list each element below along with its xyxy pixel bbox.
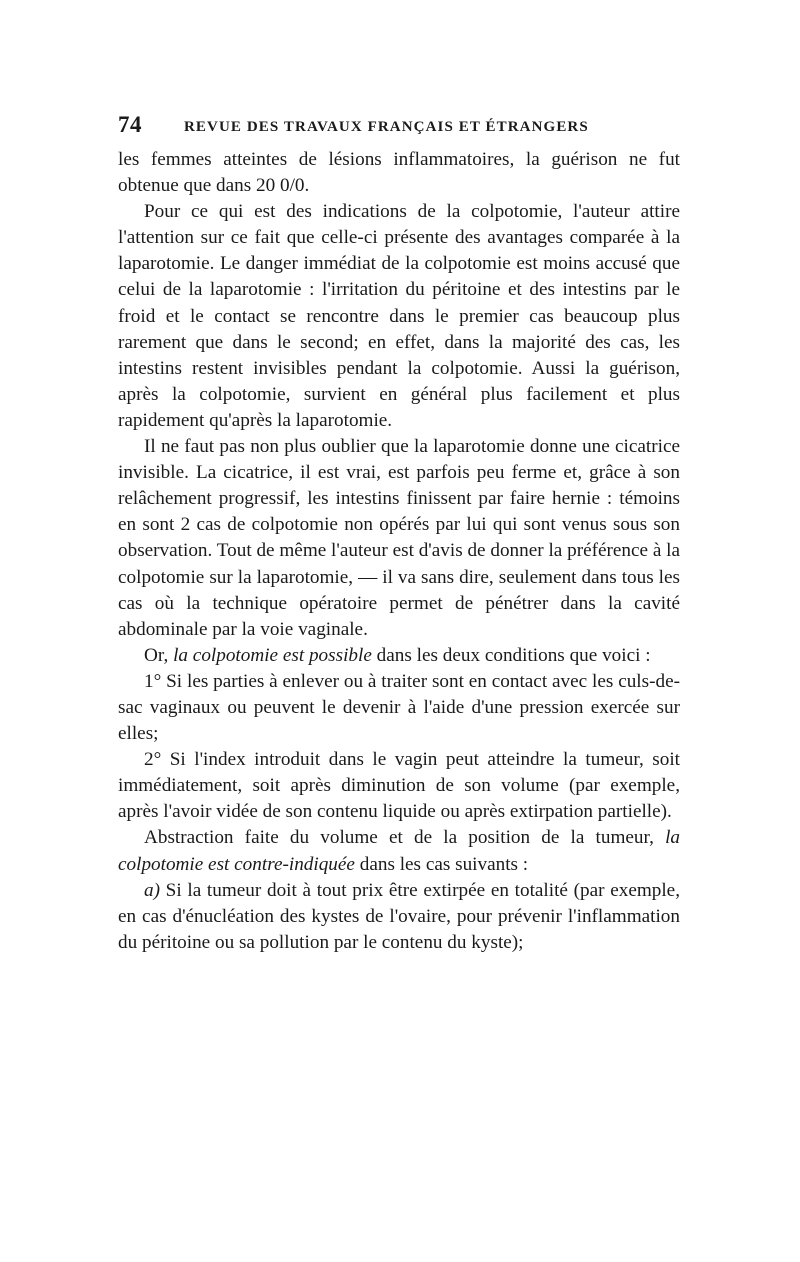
page-header: [118, 112, 680, 146]
paragraph-8-label: a): [144, 879, 160, 901]
paragraph-7: [118, 825, 680, 877]
paragraph-5: 1° Si les parties à enlever ou à traiter sont en contact avec les culs-de-sac vaginaux ou peuvent le devenir à l'aide d'une pression exercée sur elles;: [118, 670, 680, 745]
paragraph-4-text-end: dans les deux conditions que voici :: [371, 644, 651, 666]
paragraph-3: Il ne faut pas non plus oublier que la laparotomie donne une cicatrice invisible. La cicatrice, il est vrai, est parfois peu ferme et, grâce à son relâchement progressif, les intestins finissent par faire hernie : témoins en sont 2 cas de colpotomie non opérés par lui qui sont venus sous son observation. Tout de même l'auteur est d'avis de donner la préférence à la colpotomie sur la laparotomie, — il va sans dire, seulement dans tous les cas où la technique opératoire permet de pénétrer dans la cavité abdominale par la voie vaginale.: [118, 436, 680, 640]
paragraph-7-text-end: dans les cas suivants :: [354, 853, 529, 875]
paragraph-7-text-start: Abstraction faite du volume et de la position de la tumeur,: [144, 827, 666, 849]
paragraph-2: Pour ce qui est des indications de la colpotomie, l'auteur attire l'attention sur ce fait que celle-ci présente des avantages comparée à la laparotomie. Le danger immédiat de la colpotomie est moins accusé que celui de la laparotomie : l'irritation du péritoine et des intestins par le froid et le contact se rencontre dans le premier cas beaucoup plus rarement que dans le second; en effet, dans la majorité des cas, les intestins restent invisibles pendant la colpotomie. Aussi la guérison, après la colpotomie, survient en général plus facilement et plus rapidement qu'après la laparotomie.: [118, 201, 680, 431]
paragraph-4: [118, 643, 680, 669]
running-title: REVUE DES TRAVAUX FRANÇAIS ET ÉTRANGERS: [184, 119, 589, 135]
body-text: [118, 147, 680, 956]
paragraph-7-italic: la colpotomie est contre-indiquée: [118, 827, 680, 875]
paragraph-6: 2° Si l'index introduit dans le vagin peut atteindre la tumeur, soit immédiatement, soit après diminution de son volume (par exemple, après l'avoir vidée de son contenu liquide ou après extirpation partielle).: [118, 749, 680, 823]
paragraph-8-text: Si la tumeur doit à tout prix être extirpée en totalité (par exemple, en cas d'énucléation des kystes de l'ovaire, pour prévenir l'inflammation du péritoine ou sa pollution par le contenu du kyste);: [118, 879, 680, 953]
paragraph-4-italic: la colpotomie est possible: [173, 644, 372, 666]
page-number: 74: [118, 112, 142, 137]
paragraph-4-text-start: Or,: [144, 644, 174, 666]
paragraph-1: les femmes atteintes de lésions inflammatoires, la guérison ne fut obtenue que dans 20 0/0.: [118, 149, 680, 197]
paragraph-8: [118, 878, 680, 956]
